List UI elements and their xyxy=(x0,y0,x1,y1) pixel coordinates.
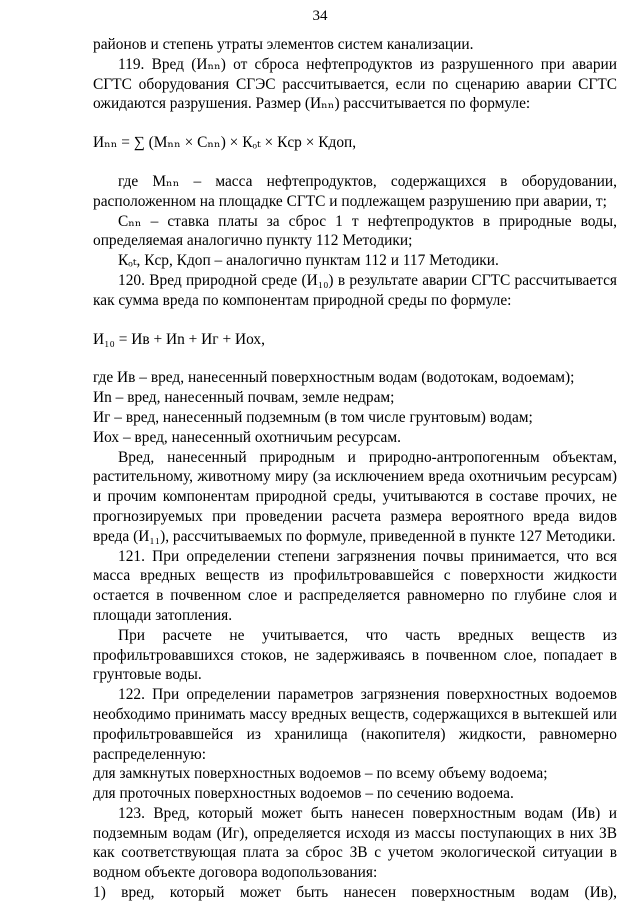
paragraph-121-note: При расчете не учитывается, что часть вредных веществ из профильтровавшихся стоков, не задерживаясь в почвенном слое, попадает в грунтовые воды. xyxy=(93,626,617,684)
paragraph-123: 123. Вред, который может быть нанесен поверхностным водам (Ив) и подземным водам (Иг), определяется исходя из массы поступающих в них ЗВ как соответствующая плата за сброс ЗВ с учетом экологической ситуации в водном объекте договора водопользования: xyxy=(93,804,617,882)
paragraph-122: 122. При определении параметров загрязнения поверхностных водоемов необходимо принимать массу вредных веществ, содержащихся в вытекшей или профильтровавшейся из хранилища (накопителя) жидкости, равномерно распределенную: xyxy=(93,686,617,763)
definition-iv: где Ив – вред, нанесенный поверхностным водам (водотокам, водоемам); xyxy=(93,369,575,387)
paragraph-121: 121. При определении степени загрязнения почвы принимается, что вся масса вредных веществ из профильтровавшейся с поверхности жидкости остается в почвенном слое и распределяется равномерно по глубине слоя и площади затопления. xyxy=(93,547,617,624)
definition-ioh: Иох – вред, нанесенный охотничьим ресурсам. xyxy=(93,428,401,446)
paragraph-other-harm: Вред, нанесенный природным и природно-антропогенным объектам, растительному, животному миру (за исключением вреда охотничьим ресурсам) и прочим компонентам природной среды, учитываются в составе прочих, не прогнозируемых при проведении расчета размера вероятного вреда видов вреда (И₁₁), рассчитываемых по формуле, приведенной в пункте 127 Методики. xyxy=(93,448,617,545)
definition-cnn: Сₙₙ – ставка платы за сброс 1 т нефтепродуктов в природные воды, определяемая аналогично пункту 112 Методики; xyxy=(93,212,617,250)
paragraph-120: 120. Вред природной среде (И₁₀) в результате аварии СГТС рассчитывается как сумма вреда по компонентам природной среды по формуле: xyxy=(93,271,617,309)
list-item-flowing-waters: для проточных поверхностных водоемов – по сечению водоема. xyxy=(93,785,514,803)
definition-ig: Иг – вред, нанесенный подземным (в том числе грунтовым) водам; xyxy=(93,408,533,426)
paragraph-119: 119. Вред (Иₙₙ) от сброса нефтепродуктов из разрушенного при аварии СГТС оборудования СГЭС рассчитывается, если по сценарию аварии СГТС ожидаются разрушения. Размер (Иₙₙ) рассчитывается по формуле: xyxy=(93,55,617,113)
page-number: 34 xyxy=(312,8,328,24)
definition-mnn: где Мₙₙ – масса нефтепродуктов, содержащихся в оборудовании, расположенном на площадке СГТС и подлежащем разрушению при аварии, т; xyxy=(93,172,617,210)
definition-in: Иn – вред, нанесенный почвам, земле недрам; xyxy=(93,389,395,407)
document-body xyxy=(93,35,617,903)
paragraph-continuation: районов и степень утраты элементов систем канализации. xyxy=(93,36,474,53)
definition-coefficients: Кₒₜ, Кcр, Кдоп – аналогично пунктам 112 и 117 Методики. xyxy=(118,252,499,270)
formula-inn: Иₙₙ = ∑ (Мₙₙ × Сₙₙ) × Кₒₜ × Кcр × Кдоп, xyxy=(93,134,357,152)
formula-i10: И₁₀ = Ив + Иn + Иг + Иох, xyxy=(93,330,265,348)
list-item-1: 1) вред, который может быть нанесен поверхностным водам (Ив), xyxy=(93,884,617,902)
list-item-closed-waters: для замкнутых поверхностных водоемов – по всему объему водоема; xyxy=(93,765,548,783)
